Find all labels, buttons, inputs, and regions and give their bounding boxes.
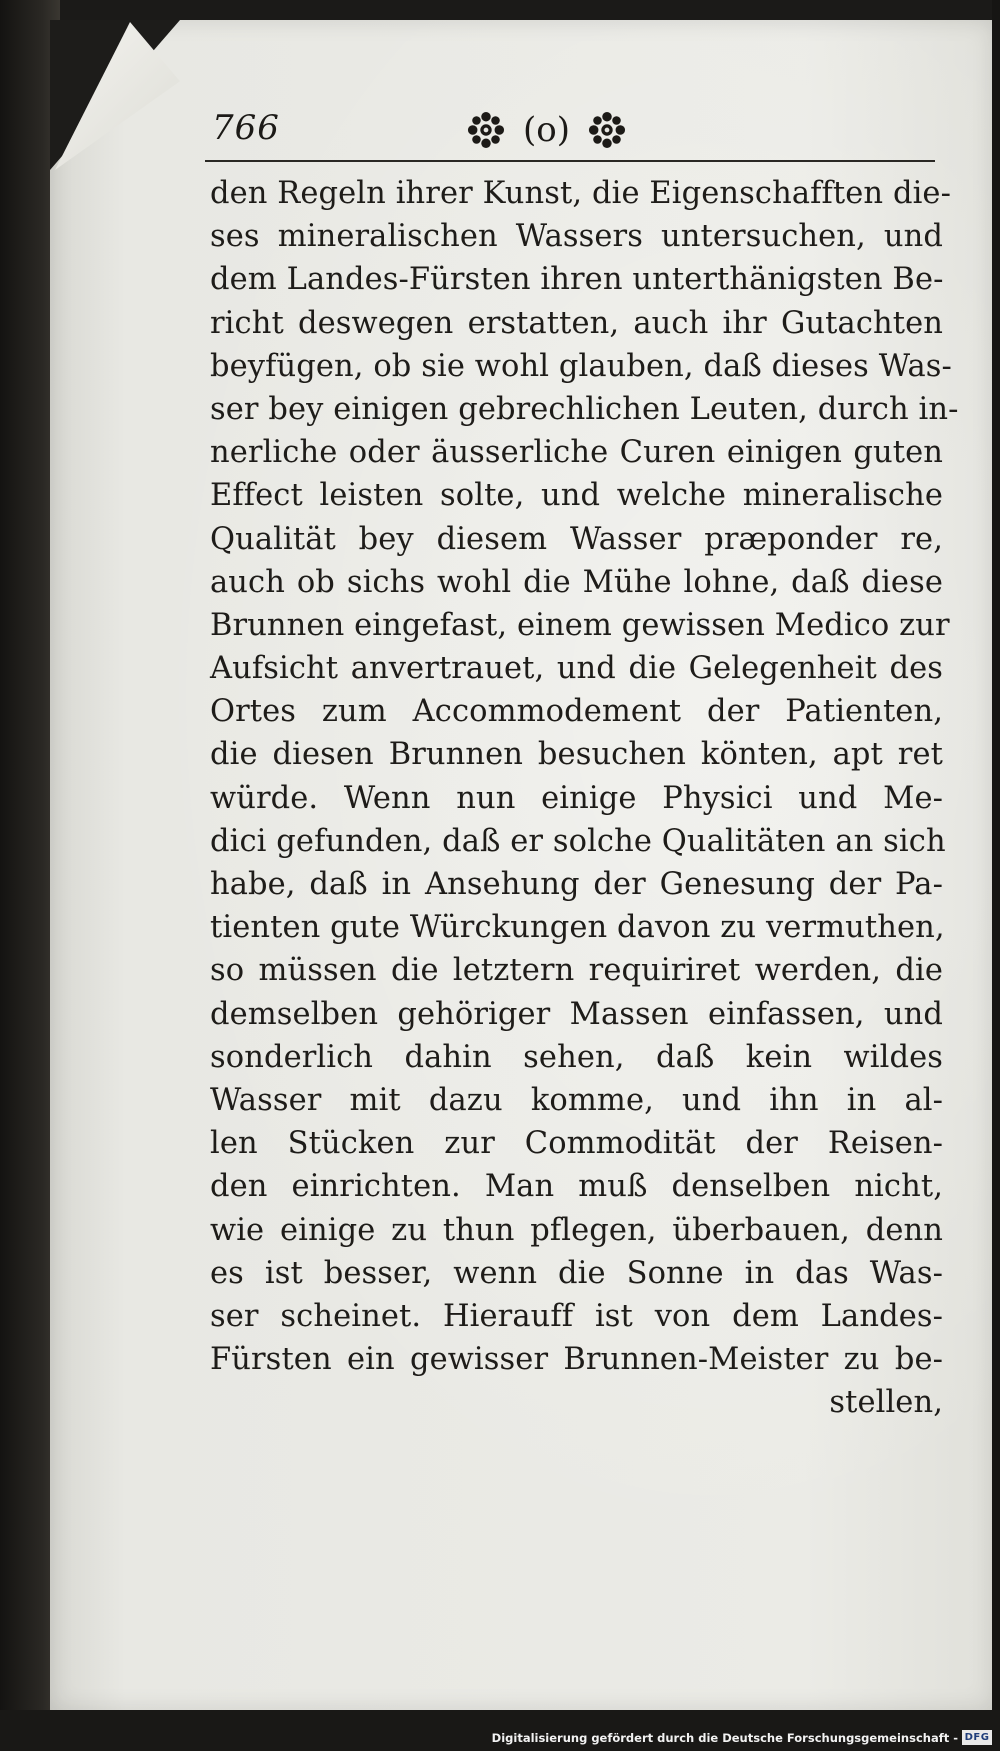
text-line: den Regeln ihrer Kunst, die Eigenschafften die-	[210, 176, 951, 211]
text-line: Effect leisten solte, und welche mineralische	[210, 478, 943, 514]
text-line: würde. Wenn nun einige Physici und Me-	[210, 780, 943, 816]
signature-mark: (o)	[523, 110, 570, 150]
text-line: Aufsicht anvertrauet, und die Gelegenheit des	[210, 651, 943, 687]
text-line: Ortes zum Accommodement der Patienten,	[210, 694, 943, 730]
page-number: 766	[212, 108, 280, 148]
text-line: demselben gehöriger Massen einfassen, und	[210, 996, 943, 1032]
text-line: Fürsten ein gewisser Brunnen-Meister zu be-	[210, 1342, 943, 1378]
digitization-credit: Digitalisierung gefördert durch die Deutsche Forschungsgemeinschaft -	[491, 1731, 958, 1745]
text-line: tienten gute Würckungen davon zu vermuthen,	[210, 910, 945, 946]
body-text	[210, 172, 959, 1424]
rosette-icon	[467, 111, 505, 149]
text-line: ser scheinet. Hierauff ist von dem Landes-	[210, 1298, 943, 1334]
text-line: ses mineralischen Wassers untersuchen, und	[210, 219, 943, 255]
dfg-logo: DFG	[962, 1730, 992, 1745]
header-ornament	[467, 110, 626, 150]
text-line: dem Landes-Fürsten ihren unterthänigsten Be-	[210, 262, 944, 298]
text-line: die diesen Brunnen besuchen könten, apt ret	[210, 737, 943, 773]
text-line: Brunnen eingefast, einem gewissen Medico zur	[210, 607, 950, 643]
text-line: so müssen die letztern requiriret werden, die	[210, 953, 943, 989]
text-line: beyfügen, ob sie wohl glauben, daß dieses Was-	[210, 348, 952, 384]
text-line: sonderlich dahin sehen, daß kein wildes	[210, 1039, 943, 1075]
text-line: es ist besser, wenn die Sonne in das Was-	[210, 1255, 943, 1291]
text-line: auch ob sichs wohl die Mühe lohne, daß diese	[210, 564, 943, 600]
text-line: ser bey einigen gebrechlichen Leuten, durch in-	[210, 391, 959, 427]
text-line: stellen,	[829, 1385, 943, 1421]
scan-edge-right	[992, 0, 1000, 1751]
text-line: Wasser mit dazu komme, und ihn in al-	[210, 1082, 943, 1118]
text-line: len Stücken zur Commodität der Reisen-	[210, 1126, 943, 1162]
page-header	[212, 108, 932, 160]
header-rule	[205, 160, 935, 162]
text-line: habe, daß in Ansehung der Genesung der Pa-	[210, 867, 943, 902]
text-line: dici gefunden, daß er solche Qualitäten an sich	[210, 823, 946, 859]
text-line: richt deswegen erstatten, auch ihr Gutachten	[210, 305, 943, 341]
rosette-icon	[588, 111, 626, 149]
text-line: nerliche oder äusserliche Curen einigen guten	[210, 435, 943, 471]
text-line: wie einige zu thun pflegen, überbauen, denn	[210, 1212, 943, 1248]
text-line: Qualität bey diesem Wasser præponder re,	[210, 521, 943, 557]
text-line: den einrichten. Man muß denselben nicht,	[210, 1169, 943, 1205]
